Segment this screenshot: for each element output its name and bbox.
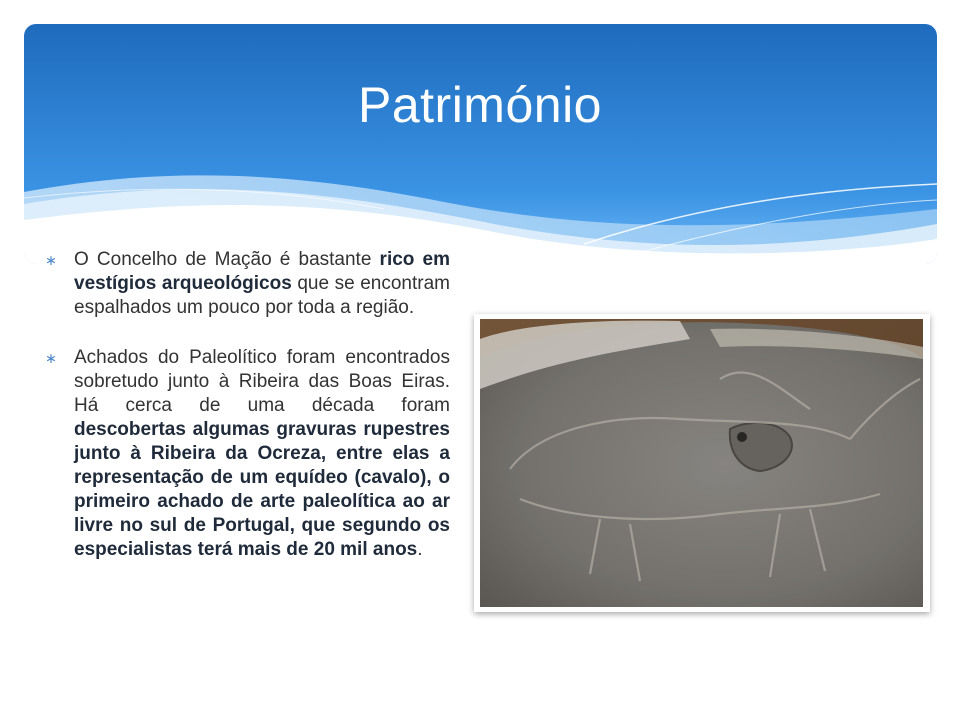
slide-title: Património	[358, 77, 602, 133]
bullet-list	[40, 248, 450, 588]
bullet-text-bold: descobertas algumas gravuras rupestres junto à Ribeira da Ocreza, entre elas a representação de um equídeo (cavalo), o primeiro achado de arte paleolítica ao ar livre no sul de Portugal, que segundo os especialistas terá mais de 20 mil anos	[74, 419, 450, 560]
asterisk-bullet-icon: ∗	[45, 252, 57, 268]
rock-engraving-photo	[480, 319, 923, 607]
bullet-text-part: Achados do Paleolítico foram encontrados sobretudo junto à Ribeira das Boas Eiras. Há cerca de uma década foram	[74, 347, 450, 416]
bullet-text-bold: rico em vestígios arqueológicos	[74, 249, 450, 294]
bullet-text-part: .	[417, 539, 423, 560]
bullet-item	[40, 346, 450, 562]
asterisk-bullet-icon: ∗	[45, 350, 57, 366]
rock-engraving-photo-frame	[474, 314, 930, 612]
bullet-text-part: O Concelho de Mação é bastante	[74, 249, 380, 270]
bullet-text	[74, 248, 450, 320]
bullet-text	[74, 346, 450, 562]
bullet-item	[40, 248, 450, 320]
header-banner	[24, 24, 937, 264]
bullet-text-part: que se encontram espalhados um pouco por toda a região.	[74, 273, 450, 318]
